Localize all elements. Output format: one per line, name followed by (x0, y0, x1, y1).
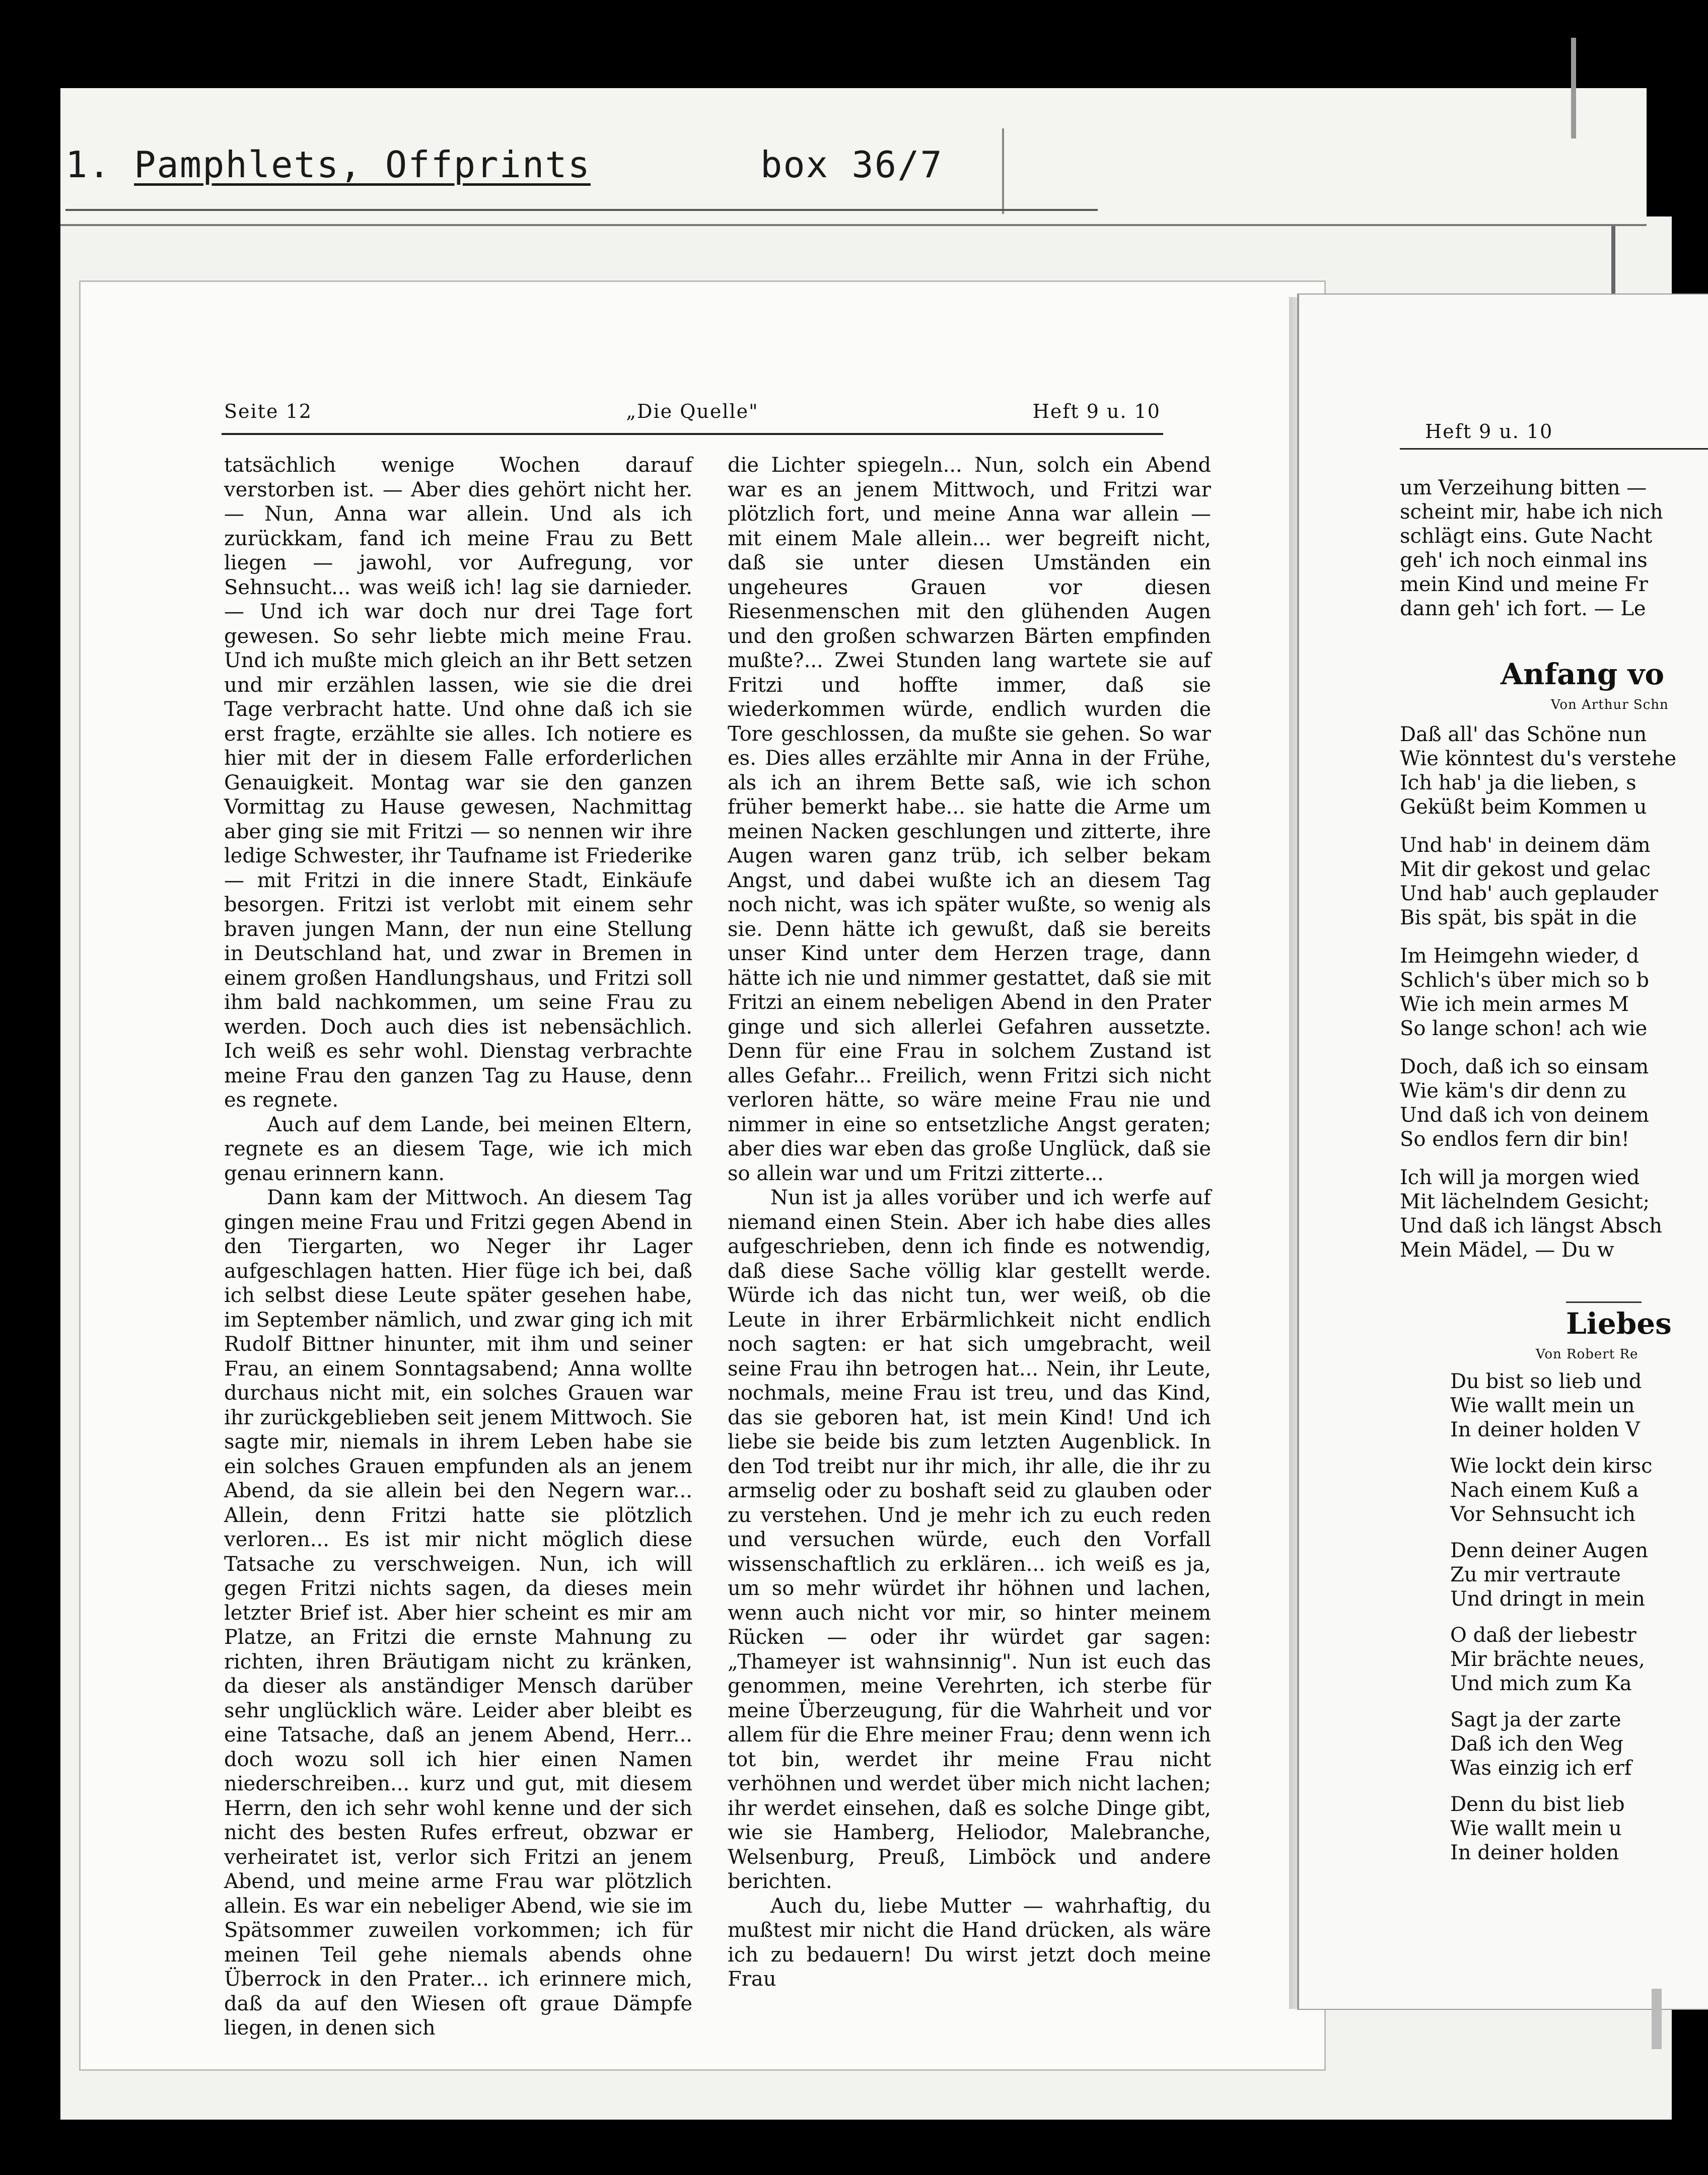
text-line: dann geh' ich fort. — Le (1400, 597, 1646, 620)
poem-line: Vor Sehnsucht ich (1450, 1503, 1635, 1526)
poem2-title: Liebes (1566, 1307, 1672, 1341)
text-column-left (224, 453, 692, 2041)
poem-line: Mit lächelndem Gesicht; (1400, 1190, 1650, 1213)
poem-line: Wie käm's dir denn zu (1400, 1079, 1627, 1103)
poem-line: Und hab' auch geplauder (1400, 882, 1658, 905)
poem-line: In deiner holden (1450, 1841, 1619, 1864)
paragraph: tatsächlich wenige Wochen darauf verstorben ist. — Aber dies gehört nicht her. — Nun, Anna war allein. Und als ich zurückkam, fand ich meine Frau zu Bett liegen — jawohl, vor Aufregung, vor Sehnsucht... was weiß ich! lag sie darnieder. — Und ich war doch nur drei Tage fort gewesen. So sehr liebte mich meine Frau. Und ich mußte mich gleich an ihr Bett setzen und mir erzählen lassen, wie sie die drei Tage verbracht hatte. Und ohne daß ich sie erst fragte, erzählte sie alles. Ich notiere es hier mit der in diesem Falle erforderlichen Genauigkeit. Montag war sie den ganzen Vormittag zu Hause gewesen, Nachmittag aber ging sie mit Fritzi — so nennen wir ihre ledige Schwester, ihr Taufname ist Friederike — mit Fritzi in die innere Stadt, Einkäufe besorgen. Fritzi ist verlobt mit einem sehr braven jungen Mann, der nun eine Stellung in Deutschland hat, und zwar in Bremen in einem großen Handlungshaus, und Fritzi soll ihm bald nachkommen, um seine Frau zu werden. Doch auch dies ist nebensächlich. Ich weiß es sehr wohl. Dienstag verbrachte meine Frau den ganzen Tag zu Hause, denn es regnete. (224, 454, 692, 1112)
page-number: Seite 12 (224, 400, 312, 422)
label-category: Pamphlets, Offprints (134, 143, 591, 186)
poem-stanza (1450, 1454, 1708, 1527)
poem-separator (1566, 1301, 1642, 1303)
archive-label-text (65, 143, 943, 186)
poem-stanza (1450, 1623, 1708, 1696)
poem-line: Und mich zum Ka (1450, 1672, 1632, 1695)
bottom-edge-mark (1652, 1989, 1662, 2049)
poem-stanza (1450, 1792, 1708, 1865)
right-header-rule (1400, 448, 1708, 450)
right-intro-text (1400, 476, 1708, 621)
page-header (224, 400, 1161, 430)
poem-line: So endlos fern dir bin! (1400, 1128, 1629, 1151)
right-journal-page (1299, 295, 1708, 2009)
poem-line: Wie könntest du's verstehe (1400, 747, 1677, 770)
poem-line: Daß ich den Weg (1450, 1732, 1623, 1756)
paragraph: Auch du, liebe Mutter — wahrhaftig, du mußtest mir nicht die Hand drücken, als wäre ich zu bedauern! Du wirst jetzt doch meine Frau (728, 1894, 1211, 1991)
poem-stanza (1400, 1166, 1708, 1262)
poem1-byline: Von Arthur Schn (1551, 697, 1669, 712)
poem-line: So lange schon! ach wie (1400, 1017, 1648, 1040)
header-rule (222, 433, 1163, 435)
poem-line: Geküßt beim Kommen u (1400, 795, 1647, 819)
poem-line: Sagt ja der zarte (1450, 1708, 1621, 1731)
issue-number: Heft 9 u. 10 (1032, 400, 1161, 422)
paragraph: Nun ist ja alles vorüber und ich werfe auf niemand einen Stein. Aber ich habe dies alles aufgeschrieben, denn ich finde es notwendig, daß diese Sache völlig klar gestellt werde. Würde ich das nicht tun, wer weiß, ob die Leute in ihrer Erbärmlichkeit nicht endlich noch sagten: er hat sich umgebracht, weil seine Frau ihn betrogen hat... Nein, ihr Leute, nochmals, meine Frau ist treu, und das Kind, das sie geboren hat, ist mein Kind! Und ich liebe sie beide bis zum letzten Augenblick. In den Tod treibt nur ihr mich, ihr alle, die ihr zu armselig oder zu boshaft seid zu glauben oder zu verstehen. Und je mehr ich zu euch reden und versuchen würde, euch den Vorfall wissenschaftlich zu erklären... ich weiß es ja, um so mehr würdet ihr höhnen und lachen, wenn auch nicht vor mir, so hinter meinem Rücken — oder ihr würdet gar sagen: „Thameyer ist wahnsinnig". Nun ist euch das genommen, meine Verehrten, ich sterbe für meine Überzeugung, für die Wahrheit und vor allem für die Ehre meiner Frau; denn wenn ich tot bin, werdet ihr meine Frau nicht verhöhnen und werdet über mich nicht lachen; ihr werdet einsehen, daß es solche Dinge gibt, wie sie Hamberg, Heliodor, Malebranche, Welsenburg, Preuß, Limböck und andere berichten. (728, 1186, 1211, 1893)
poem-line: Und dringt in mein (1450, 1587, 1645, 1611)
poem1-title: Anfang vo (1501, 657, 1665, 691)
poem-line: Denn du bist lieb (1450, 1793, 1625, 1816)
text-line: schlägt eins. Gute Nacht (1400, 525, 1653, 548)
poem-line: Wie lockt dein kirsc (1450, 1455, 1653, 1478)
poem-stanza (1400, 944, 1708, 1041)
poem-line: Ich will ja morgen wied (1400, 1166, 1640, 1189)
left-journal-page (81, 282, 1324, 2069)
paragraph: Auch auf dem Lande, bei meinen Eltern, regnete es an diesem Tage, wie ich mich genau erinnern kann. (224, 1113, 692, 1185)
poem-line: Ich hab' ja die lieben, s (1400, 771, 1636, 794)
journal-title: „Die Quelle" (626, 400, 759, 422)
poem-line: Bis spät, bis spät in die (1400, 906, 1637, 929)
poem-line: In deiner holden V (1450, 1418, 1640, 1441)
poem-line: Was einzig ich erf (1450, 1757, 1632, 1780)
label-box-number: box 36/7 (760, 143, 943, 186)
text-line: mein Kind und meine Fr (1400, 573, 1648, 596)
paragraph: die Lichter spiegeln... Nun, solch ein Abend war es an jenem Mittwoch, und Fritzi war plötzlich fort, und meine Anna war allein — mit einem Male allein... wer begreift nicht, daß sie unter diesen Umständen ein ungeheures Grauen vor diesen Riesenmenschen mit den glühenden Augen und den großen schwarzen Bärten empfinden mußte?... Zwei Stunden lang wartete sie auf Fritzi und hoffte immer, daß sie wiederkommen würde, endlich wurden die Tore geschlossen, da mußte sie gehen. So war es. Dies alles erzählte mir Anna in der Frühe, als ich an ihrem Bette saß, wie ich schon früher bemerkt habe... sie hatte die Arme um meinen Nacken geschlungen und zitterte, ihre Augen waren ganz trüb, ich selber bekam Angst, und dabei wußte ich an diesem Tag noch nicht, was ich später wußte, so wenig als sie. Denn hätte ich gewußt, daß sie bereits unser Kind unter dem Herzen trage, dann hätte ich nie und nimmer gestattet, daß sie mit Fritzi an einem nebeligen Abend in den Prater ginge und sich allerlei Gefahren aussetzte. Denn für eine Frau in solchem Zustand ist alles Gefahr... Freilich, wenn Fritzi sich nicht verloren hätte, so wäre meine Frau nie und nimmer in eine so entsetzliche Angst geraten; aber dies war eben das große Unglück, daß sie so allein war und um Fritzi zitterte... (728, 454, 1211, 1185)
archive-label (60, 88, 1647, 226)
poem-line: Nach einem Kuß a (1450, 1479, 1639, 1502)
poem-stanza (1450, 1369, 1708, 1442)
label-divider (1002, 128, 1004, 214)
poem-line: Wie wallt mein u (1450, 1817, 1622, 1840)
text-line: scheint mir, habe ich nich (1400, 500, 1663, 524)
label-rule (65, 209, 1098, 211)
poem-line: Zu mir vertraute (1450, 1563, 1621, 1586)
poem-line: Und daß ich von deinem (1400, 1104, 1649, 1127)
poem-stanza (1400, 833, 1708, 930)
poem-line: Wie ich mein armes M (1400, 993, 1629, 1016)
poem-line: Mein Mädel, — Du w (1400, 1239, 1614, 1262)
text-line: geh' ich noch einmal ins (1400, 549, 1648, 572)
poem2-byline: Von Robert Re (1536, 1347, 1639, 1362)
poem-stanza (1450, 1708, 1708, 1780)
paragraph: Dann kam der Mittwoch. An diesem Tag gingen meine Frau und Fritzi gegen Abend in den Tiergarten, wo Neger ihr Lager aufgeschlagen hatten. Hier füge ich bei, daß ich selbst diese Leute später gesehen habe, im September nämlich, und zwar ging ich mit Rudolf Bittner hinunter, mit ihm und seiner Frau, an einem Sonntagsabend; Anna wollte durchaus nicht mit, ein solches Grauen war ihr zurückgeblieben seit jenem Mittwoch. Sie sagte mir, niemals in ihrem Leben habe sie ein solches Grauen empfunden als an jenem Abend, da sie allein bei den Negern war... Allein, denn Fritzi hatte sie plötzlich verloren... Es ist mir nicht möglich diese Tatsache zu verschweigen. Nun, ich will gegen Fritzi nichts sagen, da dieses mein letzter Brief ist. Aber hier scheint es mir am Platze, an Fritzi die ernste Mahnung zu richten, ihren Bräutigam nicht zu kränken, da dieser als anständiger Mensch darüber sehr unglücklich wäre. Leider aber bleibt es eine Tatsache, daß an jenem Abend, Herr... doch wozu soll ich hier einen Namen niederschreiben... kurz und gut, mit diesem Herrn, den ich sehr wohl kenne und der sich nicht des besten Rufes erfreut, obzwar er verheiratet ist, verlor sich Fritzi an jenem Abend, und meine arme Frau war plötzlich allein. Es war ein nebeliger Abend, wie sie im Spätsommer zuweilen vorkommen; ich für meinen Teil gehe niemals abends ohne Überrock in den Prater... ich erinnere mich, daß da auf den Wiesen oft graue Dämpfe liegen, in denen sich (224, 1186, 692, 2040)
poem1-body (1400, 722, 1708, 1276)
poem-line: Schlich's über mich so b (1400, 969, 1649, 992)
label-edge-line (1571, 38, 1576, 138)
poem-line: Denn deiner Augen (1450, 1539, 1649, 1562)
poem-line: Mit dir gekost und gelac (1400, 858, 1651, 881)
poem-line: Und hab' in deinem däm (1400, 834, 1651, 857)
right-page-header: Heft 9 u. 10 (1425, 420, 1553, 443)
poem-line: Mir brächte neues, (1450, 1648, 1645, 1671)
poem-line: Doch, daß ich so einsam (1400, 1055, 1649, 1078)
poem-line: Im Heimgehn wieder, d (1400, 945, 1639, 968)
poem-line: Wie wallt mein un (1450, 1394, 1635, 1417)
text-column-right (728, 453, 1211, 1992)
poem-line: Du bist so lieb und (1450, 1370, 1642, 1393)
poem-stanza (1400, 722, 1708, 819)
label-index: 1. (65, 143, 111, 186)
poem-line: Und daß ich längst Absch (1400, 1214, 1662, 1238)
poem-line: Daß all' das Schöne nun (1400, 723, 1647, 746)
poem-stanza (1450, 1539, 1708, 1611)
text-line: um Verzeihung bitten — (1400, 476, 1647, 499)
poem2-body (1450, 1369, 1708, 1877)
poem-line: O daß der liebestr (1450, 1624, 1636, 1647)
poem-stanza (1400, 1055, 1708, 1151)
